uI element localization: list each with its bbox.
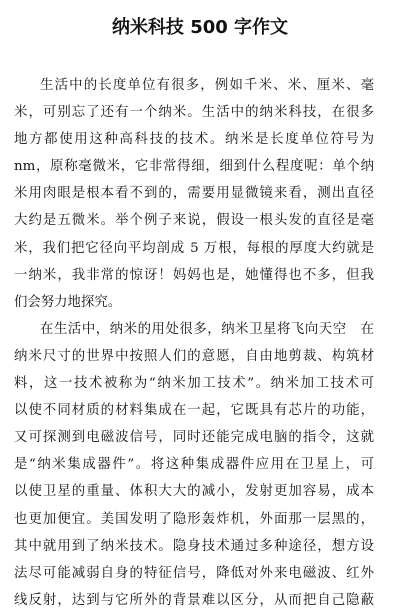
text-line: 法尽可能减弱自身的特征信号，降低对外来电磁波、红外 — [14, 565, 374, 581]
text-line: 又可探测到电磁波信号，同时还能完成电脑的指令，这就 — [14, 430, 374, 446]
text-line: 大约是五微米。举个例子来说，假设一根头发的直径是毫 — [14, 213, 374, 229]
text-line: 地方都使用这种高科技的技术。纳米是长度单位符号为 — [14, 132, 374, 148]
text-line: 以使卫星的重量、体积大大的减小，发射更加容易，成本 — [14, 484, 374, 500]
text-line: 米用肉眼是根本看不到的，需要用显微镜来看，测出直径 — [14, 186, 374, 202]
text-line: 一纳米，我非常的惊讶！妈妈也是，她懂得也不多，但我 — [14, 267, 374, 283]
text-line: 也更加便宜。美国发明了隐形轰炸机，外面那一层黑的， — [14, 511, 374, 527]
text-line: 其中就用到了纳米技术。隐身技术通过多种途径，想方设 — [14, 538, 374, 554]
document-body — [14, 72, 374, 608]
text-line: 纳米尺寸的世界中按照人们的意愿，自由地剪裁、构筑材 — [14, 348, 374, 364]
paragraph-2 — [14, 316, 374, 608]
text-line: 在生活中，纳米的用处很多，纳米卫星将飞向天空 在 — [40, 321, 374, 337]
text-line: 们会努力地探究。 — [14, 294, 122, 310]
text-line: 线反射，达到与它所外的背景难以区分，从而把自己隐蔽 — [14, 592, 374, 608]
text-line: 米，可别忘了还有一个纳米。生活中的纳米科技，在很多 — [14, 105, 374, 121]
text-line: 米，我们把它径向平均剖成 5 万根，每根的厚度大约就是 — [14, 240, 374, 256]
text-line: nm，原称毫微米，它非常得细，细到什么程度呢：单个纳 — [14, 159, 374, 175]
text-line: 以使不同材质的材料集成在一起，它既具有芯片的功能， — [14, 403, 374, 419]
text-line: 是“纳米集成器件”。将这种集成器件应用在卫星上，可 — [14, 457, 374, 473]
text-line: 料，这一技术被称为“纳米加工技术”。纳米加工技术可 — [14, 376, 374, 392]
paragraph-1 — [14, 72, 374, 316]
document-title: 纳米科技 500 字作文 — [111, 17, 289, 38]
text-line: 生活中的长度单位有很多，例如千米、米、厘米、毫 — [40, 78, 374, 93]
